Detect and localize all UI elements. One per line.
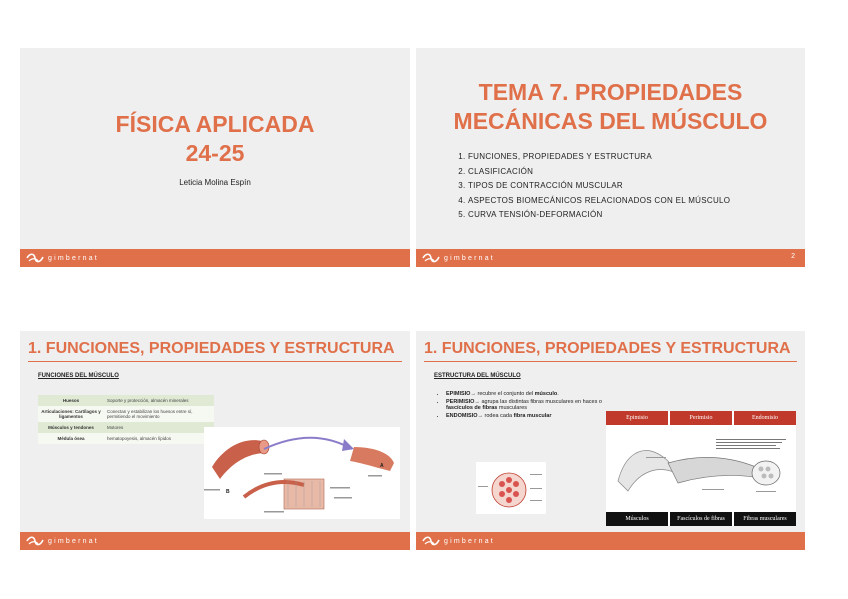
list-item [446, 391, 606, 397]
header-divider [424, 361, 797, 362]
agenda-item: 3. TIPOS DE CONTRACCIÓN MUSCULAR [468, 181, 730, 190]
slide-3[interactable] [20, 331, 410, 550]
desc-bold: músculo [534, 391, 558, 397]
agenda-item: 2. CLASIFICACIÓN [468, 167, 730, 176]
gimbernat-logo [26, 534, 99, 548]
gimbernat-logo [422, 534, 495, 548]
slide-footer [20, 532, 410, 550]
epimisio-tab: Epimisio [606, 411, 668, 425]
fascicle-cross-section [476, 462, 546, 514]
agenda-item: 5. CURVA TENSIÓN-DEFORMACIÓN [468, 210, 730, 219]
muscle-layers-diagram [606, 411, 796, 526]
svg-text:B: B [226, 489, 230, 495]
desc: agrupa las distintas fibras musculares en haces o [479, 399, 602, 405]
arrow: → [474, 399, 480, 405]
structure-list [438, 391, 606, 421]
muscle-anatomy-illustration [204, 427, 400, 519]
term: EPIMISIO [446, 391, 471, 397]
slide-footer [416, 532, 805, 550]
desc: rodea cada [482, 413, 514, 419]
svg-text:A: A [380, 463, 384, 469]
slide-1[interactable] [20, 48, 410, 267]
slide-footer [416, 249, 805, 267]
endomisio-tab: Endomisio [734, 411, 796, 425]
subheading: ESTRUCTURA DEL MÚSCULO [434, 373, 521, 379]
term: ENDOMISIO [446, 413, 478, 419]
slide-header: 1. FUNCIONES, PROPIEDADES Y ESTRUCTURA [28, 340, 395, 357]
table-value: Conectan y estabilizan los huesos entre sí, permitiendo el movimiento [104, 406, 214, 422]
author: Leticia Molina Espín [179, 178, 251, 187]
slide-2[interactable] [416, 48, 805, 267]
table-key: Huesos [38, 395, 104, 406]
desc-bold: fascículos de fibras [446, 405, 498, 411]
logo-text: gimbernat [48, 254, 99, 262]
table-row [38, 395, 214, 406]
caption-fasciculos: Fascículos de fibras [670, 512, 732, 526]
list-item [446, 413, 606, 419]
logo-text: gimbernat [444, 254, 495, 262]
agenda-item: 4. ASPECTOS BIOMECÁNICOS RELACIONADOS CON EL MÚSCULO [468, 196, 730, 205]
slide-1-title [20, 110, 410, 168]
arrow: → [477, 413, 483, 419]
caption-fibras: Fibras musculares [734, 512, 796, 526]
table-row [38, 406, 214, 422]
subheading: FUNCIONES DEL MÚSCULO [38, 373, 119, 379]
table-row [38, 422, 214, 433]
title-line-2: MECÁNICAS DEL MÚSCULO [453, 108, 768, 134]
slide-2-title [416, 78, 805, 136]
caption-musculos: Músculos [606, 512, 668, 526]
desc-tail: musculares [497, 405, 528, 411]
table-value: Soporte y protección, almacén minerales [104, 395, 214, 406]
desc: recubre el conjunto del [475, 391, 535, 397]
slide-4[interactable] [416, 331, 805, 550]
term: PERIMISIO [446, 399, 475, 405]
arrow: → [470, 391, 476, 397]
desc-bold: fibra muscular [513, 413, 552, 419]
list-item [446, 399, 606, 411]
logo-text: gimbernat [48, 537, 99, 545]
table-key: Médula ósea [38, 433, 104, 444]
page-number: 2 [791, 253, 795, 260]
table-value: hematopoyesis, almacén lípidos [104, 433, 214, 444]
table-key: Articulaciones: Cartílagos y ligamentos [38, 406, 104, 422]
title-line-2: 24-25 [185, 140, 245, 166]
functions-table [38, 395, 214, 444]
title-line-1: FÍSICA APLICADA [115, 111, 315, 137]
table-row [38, 433, 214, 444]
slide-header: 1. FUNCIONES, PROPIEDADES Y ESTRUCTURA [424, 340, 791, 357]
table-value: Motores [104, 422, 214, 433]
title-line-1: TEMA 7. PROPIEDADES [478, 79, 743, 105]
agenda-list [454, 152, 730, 225]
slide-footer [20, 249, 410, 267]
gimbernat-logo [26, 251, 99, 265]
table-key: Músculos y tendones [38, 422, 104, 433]
logo-text: gimbernat [444, 537, 495, 545]
header-divider [28, 361, 402, 362]
perimisio-tab: Perimisio [670, 411, 732, 425]
desc-tail: . [557, 391, 559, 397]
agenda-item: 1. FUNCIONES, PROPIEDADES Y ESTRUCTURA [468, 152, 730, 161]
gimbernat-logo [422, 251, 495, 265]
